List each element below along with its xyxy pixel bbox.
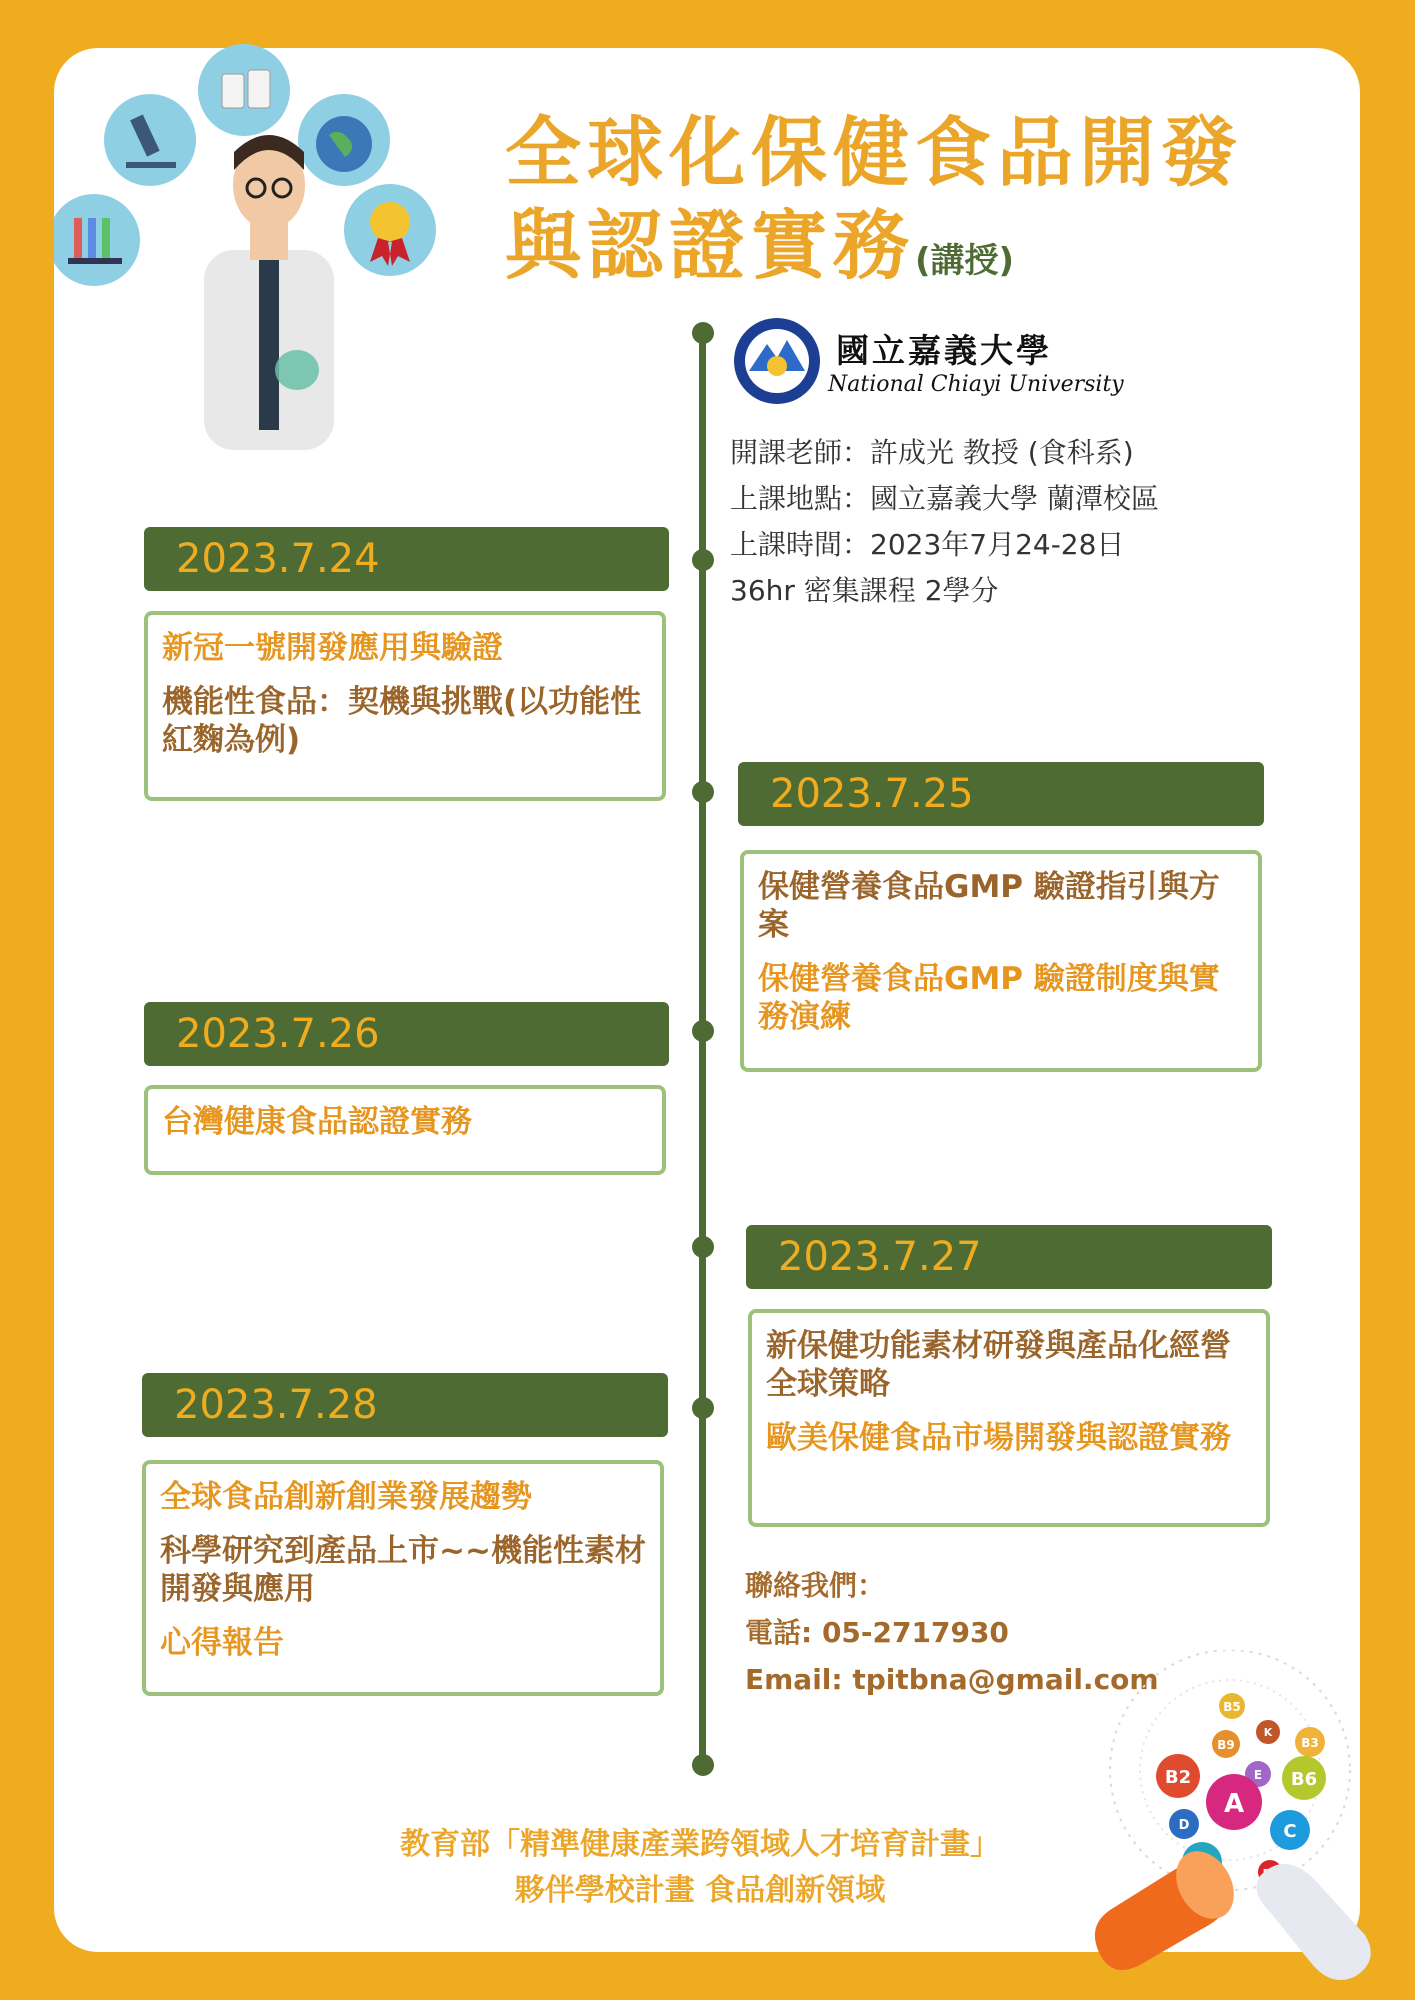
poster-title-line1: 全球化保健食品開發: [505, 108, 1243, 197]
white-capsule-icon: [1257, 1864, 1371, 1980]
timeline-line: [699, 330, 706, 1762]
university-seal-icon: [732, 316, 822, 406]
schedule-item: 新保健功能素材研發與產品化經營全球策略: [766, 1328, 1231, 1402]
date-bar-2023-7-28: 2023.7.28: [142, 1373, 668, 1437]
schedule-item: 心得報告: [160, 1625, 284, 1661]
scientist-figure: [204, 135, 334, 450]
timeline-dot: [692, 1020, 714, 1042]
vitamin-capsule-illustration: [1080, 1650, 1380, 1990]
course-info: [730, 430, 1159, 614]
schedule-box-2023-7-26: [144, 1085, 666, 1175]
svg-text:B6: B6: [1290, 1769, 1318, 1790]
poster-title-line2-text: 與認證實務: [505, 201, 915, 290]
schedule-box-2023-7-24: [144, 611, 666, 801]
course-time: 上課時間：2023年7月24-28日: [730, 528, 1125, 561]
date-bar-2023-7-26: 2023.7.26: [144, 1002, 669, 1066]
timeline-dot: [692, 781, 714, 803]
timeline-dot: [692, 1397, 714, 1419]
course-credits: 36hr 密集課程 2學分: [730, 574, 999, 607]
schedule-item: 台灣健康食品認證實務: [162, 1104, 472, 1140]
date-bar-2023-7-27: 2023.7.27: [746, 1225, 1272, 1289]
university-name-zh: 國立嘉義大學: [836, 331, 1052, 370]
schedule-item: 科學研究到產品上市~~機能性素材開發與應用: [160, 1533, 646, 1607]
footer: [300, 1822, 1100, 1914]
course-location: 上課地點：國立嘉義大學 蘭潭校區: [730, 482, 1159, 515]
university-name-en: National Chiayi University: [828, 372, 1124, 397]
svg-text:B5: B5: [1223, 1700, 1241, 1714]
date-bar-2023-7-25: 2023.7.25: [738, 762, 1264, 826]
schedule-item: 保健營養食品GMP 驗證指引與方案: [758, 869, 1220, 943]
schedule-item: 新冠一號開發應用與驗證: [162, 630, 503, 666]
poster-title-tag: (講授): [915, 241, 1015, 281]
timeline-dot: [692, 322, 714, 344]
svg-text:B3: B3: [1301, 1736, 1319, 1750]
schedule-box-2023-7-28: [142, 1460, 664, 1696]
schedule-item: 歐美保健食品市場開發與認證實務: [766, 1420, 1231, 1456]
test-tubes-icon: [54, 194, 140, 286]
contact-email[interactable]: Email: tpitbna@gmail.com: [745, 1663, 1159, 1696]
course-teacher: 開課老師：許成光 教授 (食科系): [730, 436, 1134, 469]
svg-text:D: D: [1178, 1818, 1190, 1833]
scientist-illustration: [54, 40, 474, 460]
svg-text:C: C: [1283, 1821, 1297, 1842]
svg-text:K: K: [1263, 1726, 1273, 1739]
svg-text:E: E: [1253, 1768, 1263, 1782]
contact-heading: 聯絡我們：: [745, 1569, 886, 1602]
schedule-item: 保健營養食品GMP 驗證制度與實務演練: [758, 961, 1220, 1035]
timeline-dot: [692, 549, 714, 571]
footer-line1: 教育部「精準健康產業跨領域人才培育計畫」: [400, 1827, 1000, 1862]
timeline-dot: [692, 1236, 714, 1258]
schedule-item: 機能性食品：契機與挑戰(以功能性紅麴為例): [162, 684, 642, 758]
contact-phone: 電話: 05-2717930: [745, 1616, 1009, 1649]
poster-title-line2: [505, 185, 1014, 294]
svg-text:B9: B9: [1217, 1738, 1235, 1752]
schedule-box-2023-7-27: [748, 1309, 1270, 1527]
svg-text:B2: B2: [1164, 1767, 1192, 1788]
date-bar-2023-7-24: 2023.7.24: [144, 527, 669, 591]
svg-text:A: A: [1223, 1789, 1245, 1819]
footer-line2: 夥伴學校計畫 食品創新領域: [514, 1873, 886, 1908]
schedule-box-2023-7-25: [740, 850, 1262, 1072]
timeline-dot: [692, 1754, 714, 1776]
schedule-item: 全球食品創新創業發展趨勢: [160, 1479, 532, 1515]
vitamin-bubbles: [1156, 1693, 1326, 1884]
